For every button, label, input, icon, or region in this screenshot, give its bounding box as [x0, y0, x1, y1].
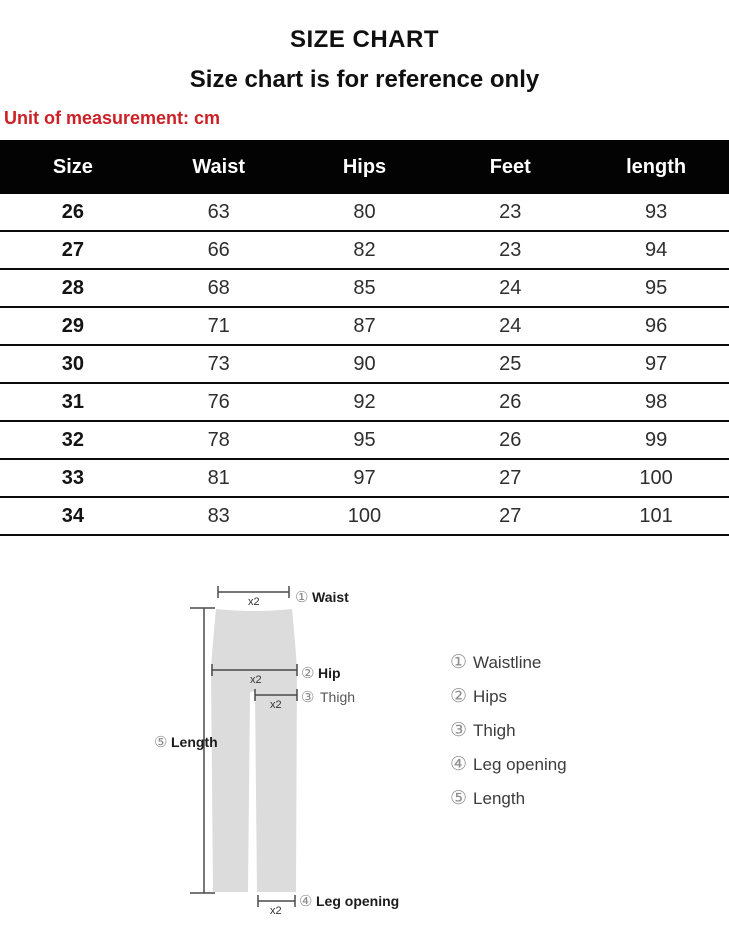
column-header-hips: Hips: [292, 140, 438, 194]
leg-opening-x2-label: x2: [270, 905, 282, 917]
value-cell: 66: [146, 231, 292, 269]
legend-item-number: ④: [450, 754, 468, 775]
length-callout-label: Length: [171, 734, 218, 750]
size-cell: 27: [0, 231, 146, 269]
value-cell: 63: [146, 194, 292, 231]
size-cell: 34: [0, 497, 146, 535]
value-cell: 100: [583, 459, 729, 497]
value-cell: 95: [583, 269, 729, 307]
value-cell: 23: [437, 194, 583, 231]
header-row: [0, 140, 729, 194]
legend-item-label: Leg opening: [473, 755, 567, 774]
legend-item-label: Waistline: [473, 653, 542, 672]
value-cell: 68: [146, 269, 292, 307]
legend-item: [450, 748, 567, 782]
value-cell: 95: [292, 421, 438, 459]
legend-item: [450, 680, 567, 714]
size-cell: 28: [0, 269, 146, 307]
legend-item-label: Length: [473, 789, 526, 808]
thigh-x2-label: x2: [270, 699, 282, 711]
legend-item-number: ⑤: [450, 788, 468, 809]
waist-callout-label: Waist: [312, 589, 349, 605]
legend-item-label: Hips: [473, 687, 508, 706]
value-cell: 97: [583, 345, 729, 383]
value-cell: 90: [292, 345, 438, 383]
value-cell: 24: [437, 307, 583, 345]
legend-item-number: ②: [450, 686, 468, 707]
value-cell: 87: [292, 307, 438, 345]
value-cell: 73: [146, 345, 292, 383]
value-cell: 27: [437, 497, 583, 535]
value-cell: 97: [292, 459, 438, 497]
legend-item: [450, 782, 567, 816]
size-cell: 31: [0, 383, 146, 421]
hip-callout-number: ②: [301, 665, 315, 682]
table-row: [0, 307, 729, 345]
value-cell: 80: [292, 194, 438, 231]
waist-x2-label: x2: [248, 596, 260, 608]
value-cell: 24: [437, 269, 583, 307]
table-row: [0, 383, 729, 421]
hip-x2-label: x2: [250, 674, 262, 686]
length-callout-number: ⑤: [154, 734, 168, 751]
size-cell: 29: [0, 307, 146, 345]
size-cell: 32: [0, 421, 146, 459]
waist-callout-number: ①: [295, 589, 309, 606]
page-title: SIZE CHART: [290, 26, 439, 53]
value-cell: 26: [437, 383, 583, 421]
column-header-size: Size: [0, 140, 146, 194]
legend-item: [450, 646, 567, 680]
value-cell: 26: [437, 421, 583, 459]
table-row: [0, 345, 729, 383]
value-cell: 23: [437, 231, 583, 269]
size-cell: 30: [0, 345, 146, 383]
value-cell: 78: [146, 421, 292, 459]
value-cell: 101: [583, 497, 729, 535]
pants-silhouette: [211, 609, 297, 892]
size-table: [0, 140, 729, 536]
value-cell: 83: [146, 497, 292, 535]
column-header-waist: Waist: [146, 140, 292, 194]
table-row: [0, 231, 729, 269]
leg-opening-callout-label: Leg opening: [316, 893, 400, 909]
table-row: [0, 459, 729, 497]
size-cell: 26: [0, 194, 146, 231]
value-cell: 96: [583, 307, 729, 345]
measurement-legend: [450, 646, 567, 816]
value-cell: 98: [583, 383, 729, 421]
size-table-body: [0, 194, 729, 535]
thigh-callout-number: ③: [301, 689, 315, 706]
legend-item-number: ①: [450, 652, 468, 673]
waist-measure-line: [218, 586, 289, 608]
legend-item-number: ③: [450, 720, 468, 741]
leg-opening-callout-number: ④: [299, 893, 313, 910]
value-cell: 27: [437, 459, 583, 497]
hip-callout-label: Hip: [318, 665, 341, 681]
size-cell: 33: [0, 459, 146, 497]
length-measure-line: [190, 608, 215, 893]
size-table-header: [0, 140, 729, 194]
value-cell: 82: [292, 231, 438, 269]
pants-measurement-diagram: [0, 560, 729, 935]
value-cell: 81: [146, 459, 292, 497]
value-cell: 85: [292, 269, 438, 307]
value-cell: 92: [292, 383, 438, 421]
legend-item-label: Thigh: [473, 721, 516, 740]
thigh-callout-label: Thigh: [320, 689, 356, 705]
unit-note: Unit of measurement: cm: [4, 108, 221, 128]
table-row: [0, 421, 729, 459]
legend-item: [450, 714, 567, 748]
value-cell: 93: [583, 194, 729, 231]
value-cell: 100: [292, 497, 438, 535]
value-cell: 94: [583, 231, 729, 269]
leg-opening-measure-line: [258, 895, 295, 917]
column-header-feet: Feet: [437, 140, 583, 194]
page-subtitle: Size chart is for reference only: [189, 66, 540, 93]
value-cell: 99: [583, 421, 729, 459]
value-cell: 71: [146, 307, 292, 345]
table-row: [0, 269, 729, 307]
table-row: [0, 497, 729, 535]
value-cell: 76: [146, 383, 292, 421]
value-cell: 25: [437, 345, 583, 383]
table-row: [0, 194, 729, 231]
column-header-length: length: [583, 140, 729, 194]
